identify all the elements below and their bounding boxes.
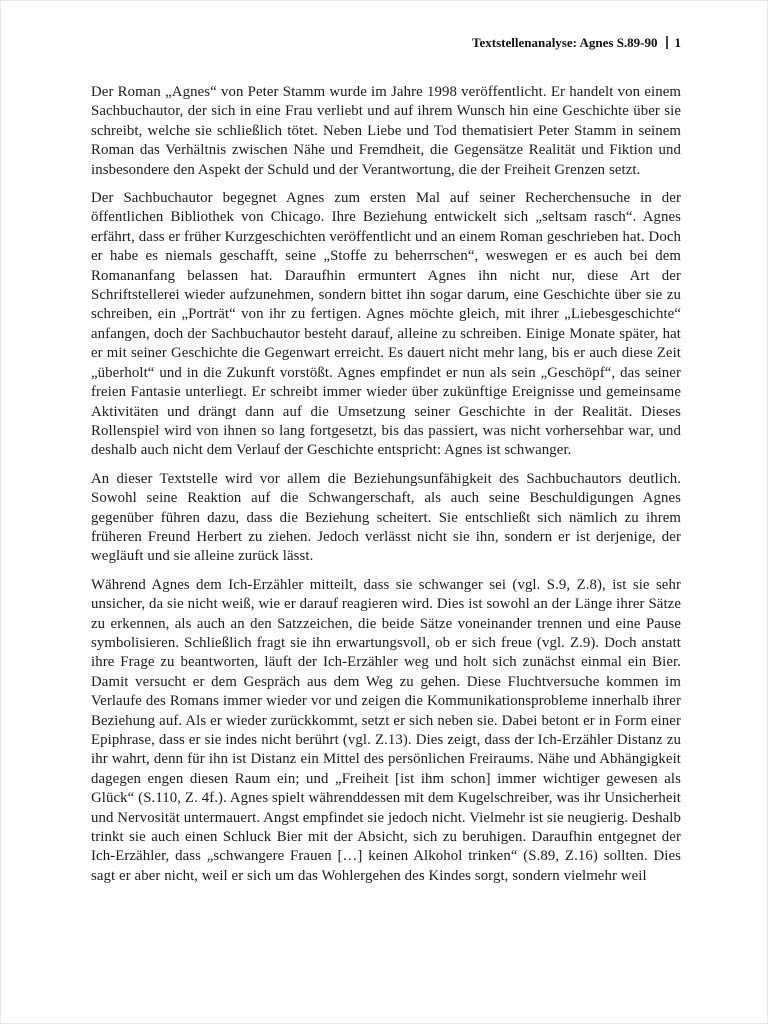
paragraph-thesis: An dieser Textstelle wird vor allem die Beziehungsunfähigkeit des Sachbuchautors deutlich. Sowohl seine Reaktion auf die Schwangerschaft, als auch seine Beschuldigungen Agnes gegenüber führen dazu, dass die Beziehung scheitert. Sie entschließt sich nämlich zu ihrem früheren Freund Herbert zu ziehen. Jedoch verlässt nicht sie ihn, sondern er ist derjenige, der wegläuft und sie alleine zurück lässt.	[91, 470, 681, 565]
paragraph-analysis: Während Agnes dem Ich-Erzähler mitteilt, dass sie schwanger sei (vgl. S.9, Z.8), ist sie sehr unsicher, da sie nicht weiß, wie er darauf reagieren wird. Dies ist sowohl an der Länge ihrer Sätze zu erkennen, als auch an den Satzzeichen, die beide Sätze voneinander trennen und eine Pause symbolisieren. Schließlich fragt sie ihn erwartungsvoll, ob er sich freue (vgl. Z.9). Doch anstatt ihre Frage zu beantworten, läuft der Ich-Erzähler weg und holt sich zunächst einmal ein Bier. Damit versucht er dem Gespräch aus dem Weg zu gehen. Diese Fluchtversuche kommen im Verlaufe des Romans immer wieder vor und zeigen die Kommunikationsprobleme innerhalb ihrer Beziehung auf. Als er wieder zurückkommt, setzt er sich neben sie. Dabei betont er in Form einer Epiphrase, dass er sie indes nicht berührt (vgl. Z.13). Dies zeigt, dass der Ich-Erzähler Distanz zu ihr wahrt, denn für ihn ist Distanz ein Mittel des persönlichen Freiraums. Nähe und Abhängigkeit dagegen engen diesen Raum ein; und „Freiheit [ist ihm schon] immer wichtiger gewesen als Glück“ (S.110, Z. 4f.). Agnes spielt währenddessen mit dem Kugelschreiber, was ihr Unsicherheit und Nervosität untermauert. Angst empfindet sie jedoch nicht. Vielmehr ist sie neugierig. Deshalb trinkt sie auch einen Schluck Bier mit der Absicht, sich zu beruhigen. Daraufhin entgegnet der Ich-Erzähler, dass „schwangere Frauen […] keinen Alkohol trinken“ (S.89, Z.16) sollten. Dies sagt er aber nicht, weil er sich um das Wohlergehen des Kindes sorgt, sondern vielmehr weil	[91, 576, 681, 884]
page-number: 1	[674, 35, 681, 50]
paragraph-intro: Der Roman „Agnes“ von Peter Stamm wurde im Jahre 1998 veröffentlicht. Er handelt von einem Sachbuchautor, der sich in eine Frau verliebt und auf ihrem Wunsch hin eine Geschichte über sie schreibt, welche sie schließlich tötet. Neben Liebe und Tod thematisiert Peter Stamm in seinem Roman das Verhältnis zwischen Nähe und Fremdheit, die Gegensätze Realität und Fiktion und insbesondere den Aspekt der Schuld und der Verantwortung, die der Freiheit Grenzen setzt.	[91, 84, 681, 178]
paragraph-summary: Der Sachbuchautor begegnet Agnes zum ersten Mal auf seiner Recherchensuche in der öffentlichen Bibliothek von Chicago. Ihre Beziehung entwickelt sich „seltsam rasch“. Agnes erfährt, dass er früher Kurzgeschichten veröffentlicht und an einem Roman geschrieben hat. Doch er habe es niemals geschafft, seine „Stoffe zu beherrschen“, weswegen er es auch bei dem Romananfang belassen hat. Daraufhin ermuntert Agnes ihn nicht nur, diese Art der Schriftstellerei wieder aufzunehmen, sondern bittet ihn sogar darum, eine Geschichte über sie zu schreiben, ein „Porträt“ von ihr zu fertigen. Agnes möchte gleich, mit ihrer „Liebesgeschichte“ anfangen, doch der Sachbuchautor besteht darauf, alleine zu schreiben. Einige Monate später, hat er mit seiner Geschichte die Gegenwart erreicht. Es dauert nicht mehr lang, bis er auch diese Zeit „überholt“ und in die Zukunft vorstößt. Agnes empfindet er nun als sein „Geschöpf“, das seiner freien Fantasie unterliegt. Er schreibt immer wieder über zukünftige Ereignisse und gemeinsame Aktivitäten und drängt dann auf die Umsetzung seiner Geschichte in der Realität. Dieses Rollenspiel wird von ihnen so lang fortgesetzt, bis das passiert, was nicht vorhersehbar war, und deshalb auch nicht dem Verlauf der Geschichte entspricht: Agnes ist schwanger.	[91, 190, 681, 459]
document-body	[91, 83, 681, 895]
header-divider	[666, 36, 668, 49]
page-header	[91, 35, 681, 51]
header-title: Textstellenanalyse: Agnes S.89-90	[472, 35, 658, 50]
